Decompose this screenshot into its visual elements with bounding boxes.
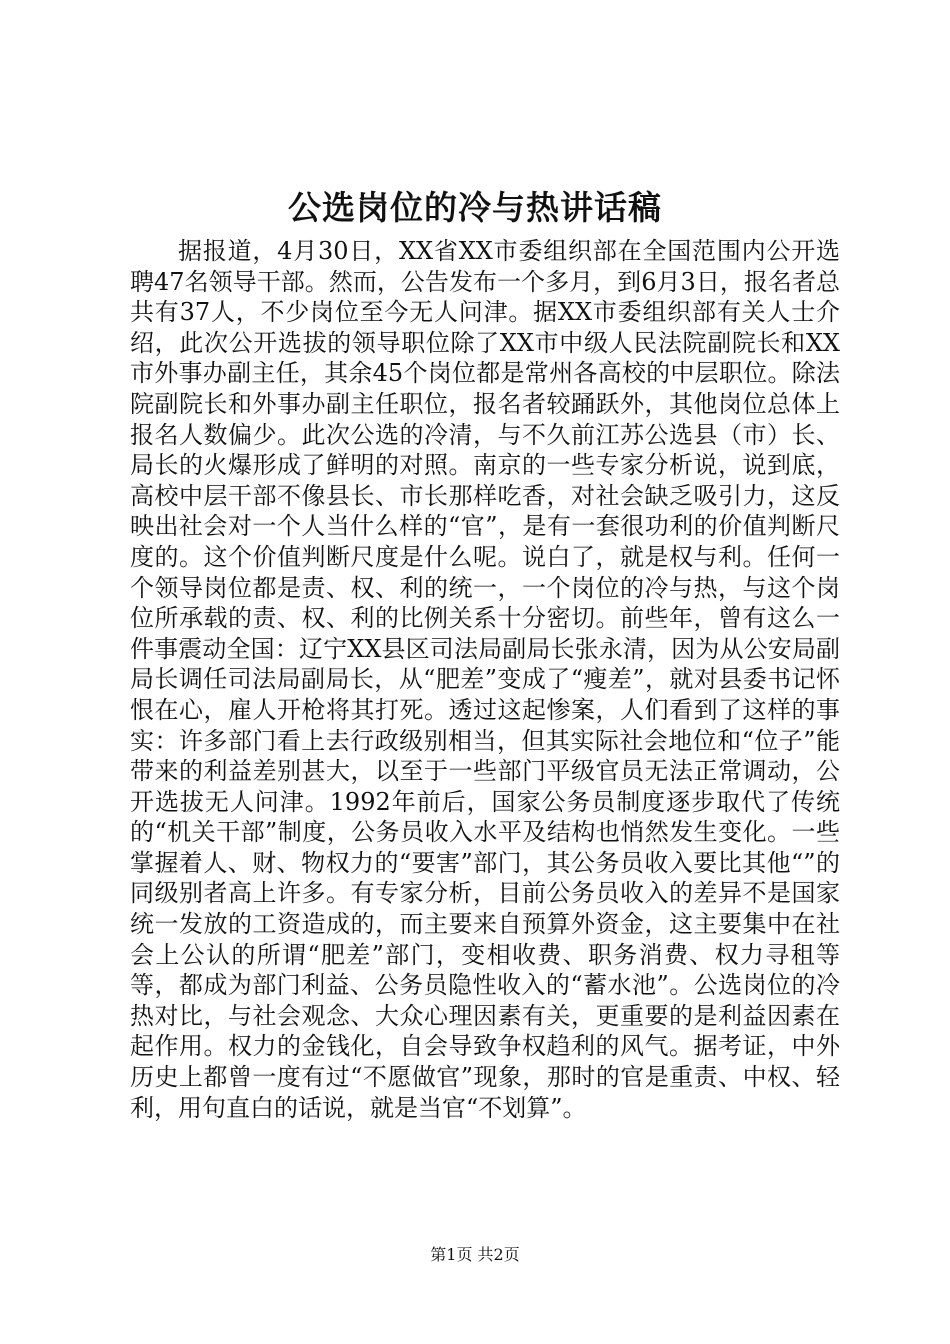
page-number-footer: 第1页 共2页: [430, 1245, 520, 1264]
document-body-paragraph: 据报道，4月30日，XX省XX市委组织部在全国范围内公开选聘47名领导干部。然而，公告发布一个多月，到6月3日，报名者总共有37人，不少岗位至今无人问津。据XX市委组织部有关人士介绍，此次公开选拔的领导职位除了XX市中级人民法院副院长和XX市外事办副主任，其余45个岗位都是常州各高校的中层职位。除法院副院长和外事办副主任职位，报名者较踊跃外，其他岗位总体上报名人数偏少。此次公选的冷清，与不久前江苏公选县（市）长、局长的火爆形成了鲜明的对照。南京的一些专家分析说，说到底，高校中层干部不像县长、市长那样吃香，对社会缺乏吸引力，这反映出社会对一个人当什么样的“官”，是有一套很功利的价值判断尺度的。这个价值判断尺度是什么呢。说白了，就是权与利。任何一个领导岗位都是责、权、利的统一，一个岗位的冷与热，与这个岗位所承载的责、权、利的比例关系十分密切。前些年，曾有这么一件事震动全国：辽宁XX县区司法局副局长张永清，因为从公安局副局长调任司法局副局长，从“肥差”变成了“瘦差”，就对县委书记怀恨在心，雇人开枪将其打死。透过这起惨案，人们看到了这样的事实：许多部门看上去行政级别相当，但其实际社会地位和“位子”能带来的利益差别甚大，以至于一些部门平级官员无法正常调动，公开选拔无人问津。1992年前后，国家公务员制度逐步取代了传统的“机关干部”制度，公务员收入水平及结构也悄然发生变化。一些掌握着人、财、物权力的“要害”部门，其公务员收入要比其他“”的同级别者高上许多。有专家分析，目前公务员收入的差异不是国家统一发放的工资造成的，而主要来自预算外资金，这主要集中在社会上公认的所谓“肥差”部门，变相收费、职务消费、权力寻租等等，都成为部门利益、公务员隐性收入的“蓄水池”。公选岗位的冷热对比，与社会观念、大众心理因素有关，更重要的是利益因素在起作用。权力的金钱化，自会导致争权趋利的风气。据考证，中外历史上都曾一度有过“不愿做官”现象，那时的官是重责、中权、轻利，用句直白的话说，就是当官“不划算”。: [130, 237, 840, 1122]
document-title: 公选岗位的冷与热讲话稿: [288, 188, 662, 227]
